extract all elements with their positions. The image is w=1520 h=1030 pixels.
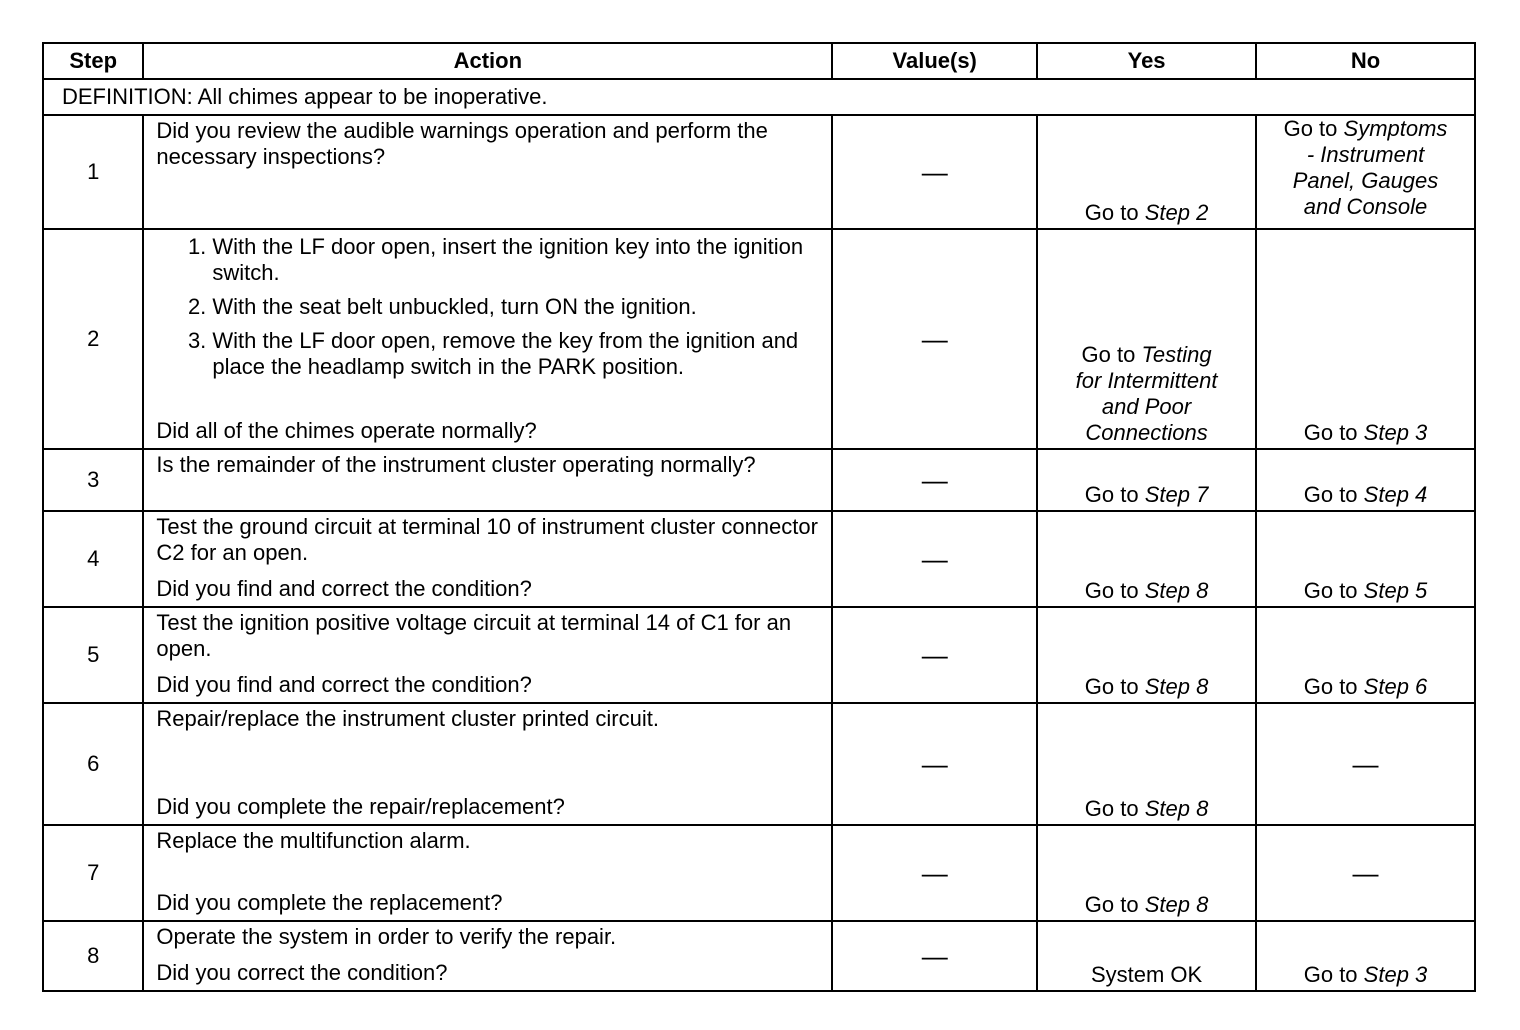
yes-cell [1037,921,1256,991]
no-link[interactable]: Panel, Gauges [1292,168,1439,193]
no-link[interactable]: Step 3 [1363,962,1428,987]
yes-link[interactable]: Step 8 [1144,796,1209,821]
table-row [43,703,1475,825]
table-row [43,511,1475,607]
no-link[interactable]: Step 3 [1363,420,1428,445]
no-link[interactable]: Step 6 [1363,674,1428,699]
step-number: 2 [43,229,143,449]
goto-prefix: Go to [1084,892,1139,917]
action-text: Replace the multifunction alarm. [156,828,471,853]
yes-link[interactable]: for Intermittent [1075,368,1218,393]
yes-link[interactable]: Step 7 [1144,482,1209,507]
table-row [43,921,1475,991]
action-list-item: 2. With the seat belt unbuckled, turn ON the ignition. [212,294,823,320]
action-text: Is the remainder of the instrument cluster operating normally? [156,452,756,477]
no-cell [1256,921,1475,991]
yes-link[interactable]: Testing [1141,342,1212,367]
header-no: No [1256,43,1475,79]
goto-prefix: Go to [1283,116,1338,141]
action-list [156,234,823,388]
yes-link[interactable]: Connections [1085,420,1208,445]
value-dash: — [832,703,1037,825]
value-dash: — [832,229,1037,449]
goto-prefix: Go to [1084,482,1139,507]
step-number: 3 [43,449,143,511]
no-cell [1256,511,1475,607]
value-dash: — [832,511,1037,607]
action-cell [143,921,832,991]
value-dash: — [832,607,1037,703]
yes-cell [1037,115,1256,229]
action-question: Did you find and correct the condition? [156,672,532,697]
yes-cell [1037,511,1256,607]
action-text: Repair/replace the instrument cluster printed circuit. [156,706,659,731]
diagnostic-table [42,42,1476,992]
definition-text: DEFINITION: All chimes appear to be inoperative. [43,79,1475,115]
no-cell [1256,449,1475,511]
header-yes: Yes [1037,43,1256,79]
yes-cell [1037,703,1256,825]
no-dash: — [1256,703,1475,825]
no-link[interactable]: - Instrument [1306,142,1425,167]
action-text: Did you review the audible warnings operation and perform the necessary inspections? [156,118,768,169]
yes-link[interactable]: Step 8 [1144,892,1209,917]
goto-prefix: Go to [1084,200,1139,225]
action-cell [143,115,832,229]
action-cell [143,449,832,511]
action-cell [143,511,832,607]
action-cell [143,607,832,703]
step-number: 5 [43,607,143,703]
action-question: Did you find and correct the condition? [156,576,532,601]
action-list-item: 1. With the LF door open, insert the ignition key into the ignition switch. [212,234,823,286]
no-dash: — [1256,825,1475,921]
no-link[interactable]: Symptoms [1343,116,1448,141]
no-link[interactable]: Step 5 [1363,578,1428,603]
table-row [43,449,1475,511]
header-row [43,43,1475,79]
action-text: Test the ignition positive voltage circuit at terminal 14 of C1 for an open. [156,610,792,661]
yes-link[interactable]: Step 2 [1144,200,1209,225]
value-dash: — [832,115,1037,229]
definition-row [43,79,1475,115]
table-row [43,229,1475,449]
no-cell [1256,229,1475,449]
step-number: 1 [43,115,143,229]
step-number: 7 [43,825,143,921]
action-text: Operate the system in order to verify the repair. [156,924,617,949]
goto-prefix: Go to [1303,420,1358,445]
step-number: 4 [43,511,143,607]
table-row [43,115,1475,229]
action-list-item: 3. With the LF door open, remove the key from the ignition and place the headlamp switch in the PARK position. [212,328,823,380]
header-action: Action [143,43,832,79]
table-row [43,825,1475,921]
goto-prefix: Go to [1303,578,1358,603]
action-cell [143,703,832,825]
action-question: Did you correct the condition? [156,960,448,985]
no-link[interactable]: Step 4 [1363,482,1428,507]
yes-cell [1037,825,1256,921]
value-dash: — [832,921,1037,991]
action-question: Did all of the chimes operate normally? [156,418,537,443]
action-question: Did you complete the repair/replacement? [156,794,565,819]
value-dash: — [832,449,1037,511]
yes-cell [1037,229,1256,449]
system-ok-text: System OK [1090,962,1203,987]
yes-link[interactable]: Step 8 [1144,674,1209,699]
goto-prefix: Go to [1084,674,1139,699]
goto-prefix: Go to [1084,796,1139,821]
goto-prefix: Go to [1303,962,1358,987]
yes-cell [1037,607,1256,703]
goto-prefix: Go to [1084,578,1139,603]
yes-link[interactable]: Step 8 [1144,578,1209,603]
yes-link[interactable]: and Poor [1101,394,1192,419]
goto-prefix: Go to [1303,482,1358,507]
action-cell [143,825,832,921]
no-cell [1256,607,1475,703]
no-cell [1256,115,1475,229]
goto-prefix: Go to [1081,342,1136,367]
action-cell [143,229,832,449]
yes-cell [1037,449,1256,511]
step-number: 6 [43,703,143,825]
value-dash: — [832,825,1037,921]
header-step: Step [43,43,143,79]
action-text: Test the ground circuit at terminal 10 of instrument cluster connector C2 for an open. [156,514,818,565]
action-question: Did you complete the replacement? [156,890,503,915]
table-row [43,607,1475,703]
no-link[interactable]: and Console [1303,194,1428,219]
goto-prefix: Go to [1303,674,1358,699]
step-number: 8 [43,921,143,991]
header-values: Value(s) [832,43,1037,79]
